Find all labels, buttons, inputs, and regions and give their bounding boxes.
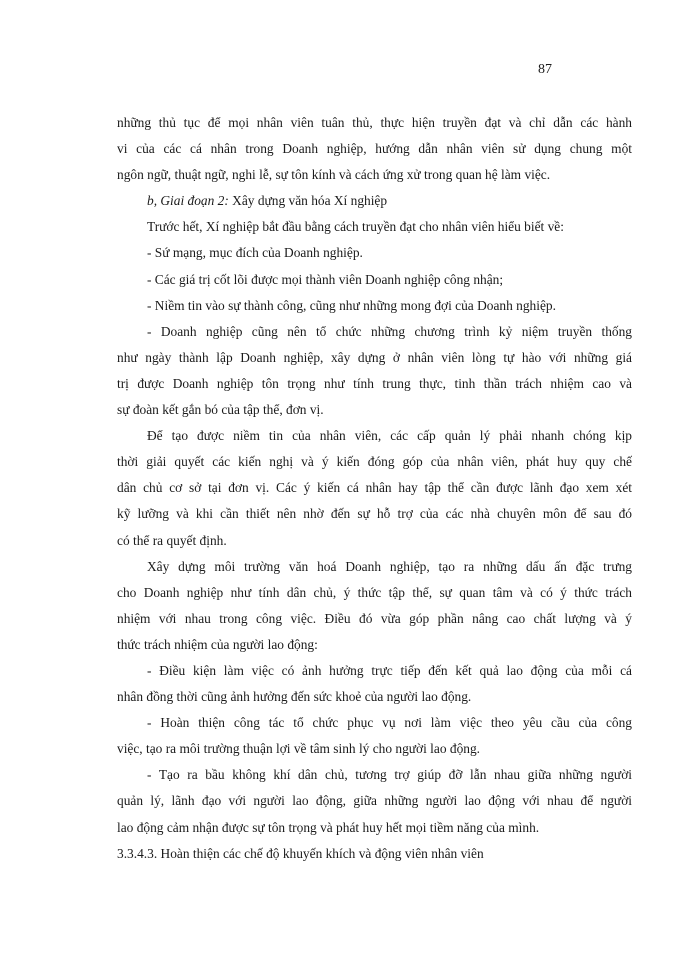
bullet-item: - Niềm tin vào sự thành công, cũng như những mong đợi của Doanh nghiệp. xyxy=(147,297,556,313)
text-line: thời giải quyết các kiến nghị và ý kiến đóng góp của nhân viên, phát huy quy chế xyxy=(117,454,632,470)
text-line: có thể ra quyết định. xyxy=(117,532,227,548)
page-number: 87 xyxy=(538,62,552,77)
bullet-item: - Doanh nghiệp cũng nên tổ chức những chương trình kỷ niệm truyền thống xyxy=(147,323,632,339)
text-line: như ngày thành lập Doanh nghiệp, xây dựng ở nhân viên lòng tự hào với những giá xyxy=(117,349,632,365)
subsection-heading: 3.3.4.3. Hoàn thiện các chế độ khuyến khích và động viên nhân viên xyxy=(117,845,484,861)
bullet-item: - Hoàn thiện công tác tổ chức phục vụ nơi làm việc theo yêu cầu của công xyxy=(147,715,632,731)
section-heading-label: b, Giai đoạn 2: xyxy=(147,193,229,209)
text-line: việc, tạo ra môi trường thuận lợi về tâm sinh lý cho người lao động. xyxy=(117,741,481,757)
text-line: thức trách nhiệm của người lao động: xyxy=(117,636,318,652)
text-line: sự đoàn kết gắn bó của tập thể, đơn vị. xyxy=(117,402,324,418)
text-line: lao động cảm nhận được sự tôn trọng và phát huy hết mọi tiềm năng của mình. xyxy=(117,819,540,835)
text-line: nhân đồng thời cũng ảnh hưởng đến sức khoẻ của người lao động. xyxy=(117,689,472,705)
bullet-item: - Các giá trị cốt lõi được mọi thành viên Doanh nghiệp công nhận; xyxy=(147,271,504,287)
text-line: kỹ lưỡng và khi cần thiết nên nhờ đến sự hỗ trợ của các nhà chuyên môn để sau đó xyxy=(117,506,632,522)
document-body xyxy=(117,110,632,867)
section-heading-text: Xây dựng văn hóa Xí nghiệp xyxy=(228,193,388,209)
text-line: cho Doanh nghiệp như tính dân chủ, ý thức tập thể, sự quan tâm và có ý thức trách xyxy=(117,584,632,600)
bullet-item: - Sứ mạng, mục đích của Doanh nghiệp. xyxy=(147,245,363,261)
text-line: những thủ tục để mọi nhân viên tuân thủ, thực hiện truyền đạt và chỉ dẫn các hành xyxy=(117,115,632,130)
text-line: Xây dựng môi trường văn hoá Doanh nghiệp, tạo ra những dấu ấn đặc trưng xyxy=(147,558,632,574)
text-line: nhiệm với nhau trong công việc. Điều đó vừa góp phần nâng cao chất lượng và ý xyxy=(117,610,632,626)
text-line: ngôn ngữ, thuật ngữ, nghi lễ, sự tôn kính và cách ứng xử trong quan hệ làm việc. xyxy=(117,167,551,183)
text-line: quản lý, lãnh đạo với người lao động, giữa những người lao động với nhau để người xyxy=(117,793,632,809)
section-heading xyxy=(117,188,632,214)
text-line: Trước hết, Xí nghiệp bắt đầu bằng cách truyền đạt cho nhân viên hiểu biết về: xyxy=(147,219,564,235)
bullet-item: - Tạo ra bầu không khí dân chủ, tương trợ giúp đỡ lẫn nhau giữa những người xyxy=(147,767,632,783)
bullet-item: - Điều kiện làm việc có ảnh hưởng trực tiếp đến kết quả lao động của mỗi cá xyxy=(147,662,632,678)
text-line: vi của các cá nhân trong Doanh nghiệp, hướng dẫn nhân viên sử dụng chung một xyxy=(117,141,632,157)
text-line: trị được Doanh nghiệp tôn trọng như tính trung thực, tinh thần trách nhiệm cao và xyxy=(117,375,632,391)
text-line: dân chủ cơ sở tại đơn vị. Các ý kiến cá nhân hay tập thể cần được lãnh đạo xem xét xyxy=(117,480,632,496)
text-line: Để tạo được niềm tin của nhân viên, các cấp quản lý phải nhanh chóng kịp xyxy=(147,428,632,444)
